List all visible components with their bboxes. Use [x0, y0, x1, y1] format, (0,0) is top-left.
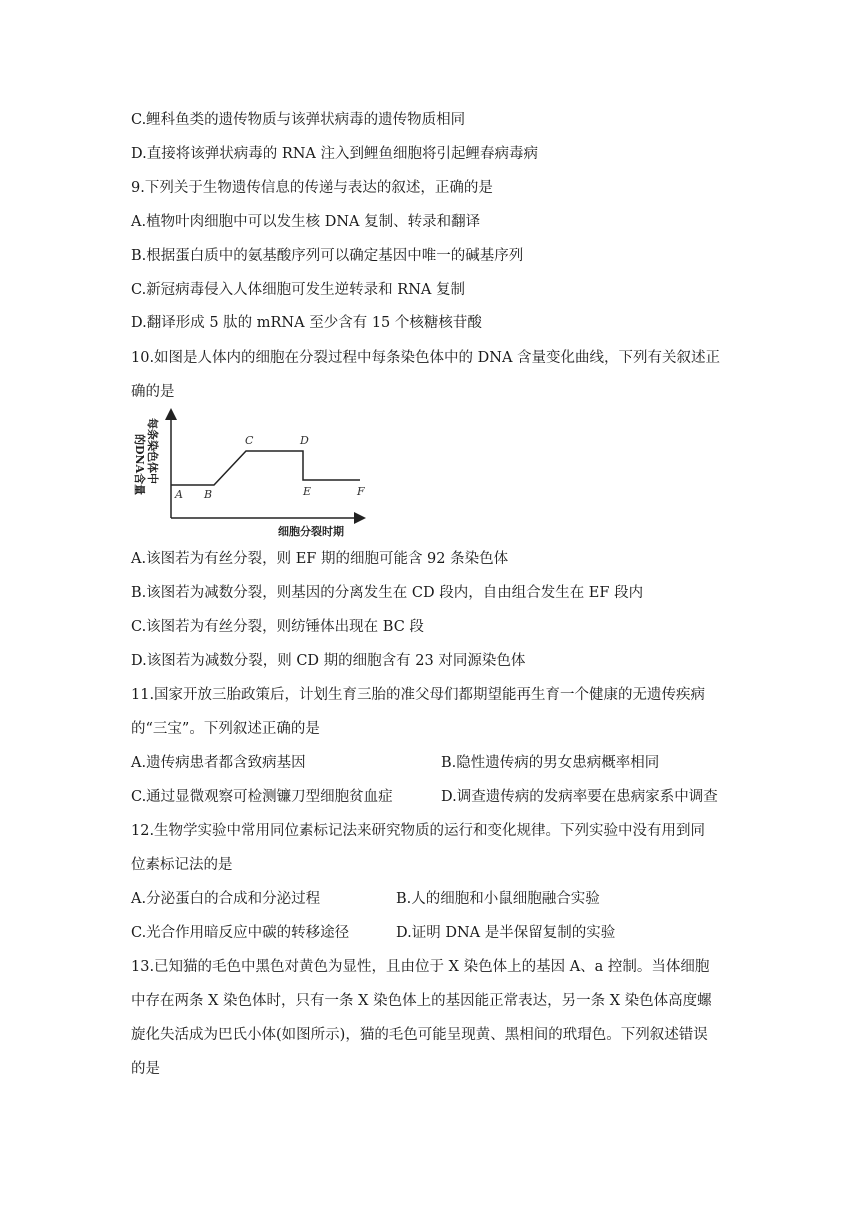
- line-q9-option-d: D.翻译形成 5 肽的 mRNA 至少含有 15 个核糖核苷酸: [131, 315, 482, 331]
- dna-content-graph: [128, 404, 368, 542]
- line-q9-option-c: C.新冠病毒侵入人体细胞可发生逆转录和 RNA 复制: [131, 282, 465, 298]
- q11-option-a: A.遗传病患者都含致病基因: [131, 755, 306, 771]
- line-q9-option-a: A.植物叶肉细胞中可以发生核 DNA 复制、转录和翻译: [131, 214, 481, 230]
- line-q11-stem-2: 的“三宝”。下列叙述正确的是: [131, 721, 320, 737]
- q12-option-d: D.证明 DNA 是半保留复制的实验: [396, 925, 616, 941]
- line-q10-option-a: A.该图若为有丝分裂，则 EF 期的细胞可能含 92 条染色体: [131, 551, 509, 567]
- point-label-c: C: [245, 434, 254, 447]
- q11-option-b: B.隐性遗传病的男女患病概率相同: [441, 755, 660, 771]
- line-q10-option-b: B.该图若为减数分裂，则基因的分离发生在 CD 段内，自由组合发生在 EF 段内: [131, 585, 644, 601]
- line-q9-option-b: B.根据蛋白质中的氨基酸序列可以确定基因中唯一的碱基序列: [131, 248, 524, 264]
- y-axis-label-line1: 每条染色体中: [146, 418, 159, 484]
- line-q12-stem-2: 位素标记法的是: [131, 857, 233, 873]
- line-q10-option-d: D.该图若为减数分裂，则 CD 期的细胞含有 23 对同源染色体: [131, 653, 526, 669]
- dna-curve: [171, 451, 360, 485]
- q11-option-d: D.调查遗传病的发病率要在患病家系中调查: [441, 789, 718, 805]
- point-label-d: D: [300, 434, 309, 447]
- q12-option-a: A.分泌蛋白的合成和分泌过程: [131, 891, 321, 907]
- line-q13-stem-3: 旋化失活成为巴氏小体(如图所示)，猫的毛色可能呈现黄、黑相间的玳瑁色。下列叙述错误: [131, 1027, 708, 1043]
- line-q11-stem-1: 11.国家开放三胎政策后，计划生育三胎的准父母们都期望能再生育一个健康的无遗传疾病: [131, 687, 706, 703]
- point-label-e: E: [303, 485, 312, 498]
- line-q10-stem-1: 10.如图是人体内的细胞在分裂过程中每条染色体中的 DNA 含量变化曲线，下列有关叙述正: [131, 350, 721, 366]
- point-label-a: A: [175, 488, 183, 501]
- line-q10-option-c: C.该图若为有丝分裂，则纺锤体出现在 BC 段: [131, 619, 424, 635]
- line-q13-stem-2: 中存在两条 X 染色体时，只有一条 X 染色体上的基因能正常表达，另一条 X 染色体高度螺: [131, 993, 712, 1009]
- line-q12-stem-1: 12.生物学实验中常用同位素标记法来研究物质的运行和变化规律。下列实验中没有用到同: [131, 823, 706, 839]
- x-axis-label: 细胞分裂时期: [278, 525, 344, 538]
- line-q13-stem-4: 的是: [131, 1061, 160, 1077]
- q11-option-c: C.通过显微观察可检测镰刀型细胞贫血症: [131, 789, 393, 805]
- q12-option-b: B.人的细胞和小鼠细胞融合实验: [396, 891, 600, 907]
- y-axis-label: [133, 418, 160, 495]
- line-q8-option-d: D.直接将该弹状病毒的 RNA 注入到鲤鱼细胞将引起鲤春病毒病: [131, 146, 539, 162]
- line-q10-stem-2: 确的是: [131, 384, 175, 400]
- q12-option-c: C.光合作用暗反应中碳的转移途径: [131, 925, 350, 941]
- point-label-f: F: [357, 485, 365, 498]
- line-q8-option-c: C.鲤科鱼类的遗传物质与该弹状病毒的遗传物质相同: [131, 112, 466, 128]
- line-q13-stem-1: 13.已知猫的毛色中黑色对黄色为显性，且由位于 X 染色体上的基因 A、a 控制。当体细胞: [131, 959, 710, 975]
- y-axis-label-line2: 的DNA含量: [133, 434, 146, 496]
- line-q9-stem: 9.下列关于生物遗传信息的传递与表达的叙述，正确的是: [131, 180, 493, 196]
- point-label-b: B: [204, 488, 213, 501]
